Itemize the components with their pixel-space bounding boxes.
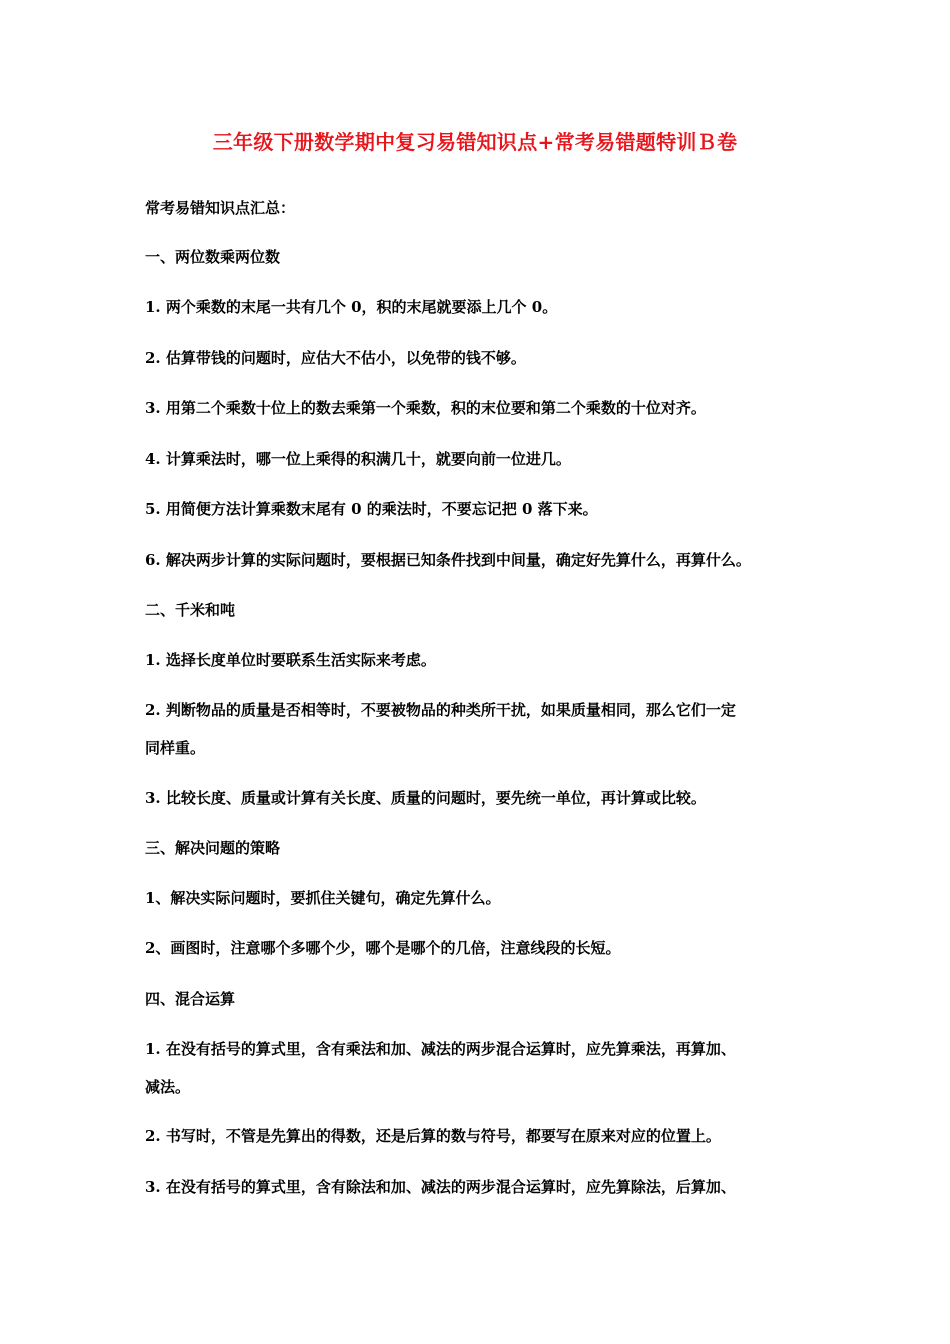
list-item: 2、画图时，注意哪个多哪个少，哪个是哪个的几倍，注意线段的长短。	[145, 939, 621, 957]
list-item: 1. 两个乘数的末尾一共有几个 0，积的末尾就要添上几个 0。	[145, 298, 558, 316]
section-heading-3: 三、解决问题的策略	[145, 839, 281, 857]
document-title: 三年级下册数学期中复习易错知识点+常考易错题特训Ｂ卷	[212, 130, 738, 154]
list-item: 1、解决实际问题时，要抓住关键句，确定先算什么。	[145, 889, 501, 907]
section-intro: 常考易错知识点汇总：	[145, 199, 296, 217]
section-heading-1: 一、两位数乘两位数	[145, 248, 281, 266]
list-item: 5. 用简便方法计算乘数末尾有 0 的乘法时，不要忘记把 0 落下来。	[145, 500, 598, 518]
section-heading-2: 二、千米和吨	[145, 601, 236, 619]
list-item: 4. 计算乘法时，哪一位上乘得的积满几十，就要向前一位进几。	[145, 450, 571, 468]
list-item: 3. 在没有括号的算式里，含有除法和加、减法的两步混合运算时，应先算除法，后算加、	[145, 1178, 736, 1196]
list-item-continuation: 同样重。	[145, 739, 206, 757]
list-item: 2. 估算带钱的问题时，应估大不估小，以免带的钱不够。	[145, 349, 526, 367]
list-item: 6. 解决两步计算的实际问题时，要根据已知条件找到中间量，确定好先算什么，再算什么。	[145, 551, 751, 569]
list-item: 1. 在没有括号的算式里，含有乘法和加、减法的两步混合运算时，应先算乘法，再算加、	[145, 1040, 736, 1058]
list-item: 3. 用第二个乘数十位上的数去乘第一个乘数，积的末位要和第二个乘数的十位对齐。	[145, 399, 706, 417]
list-item-continuation: 减法。	[145, 1078, 191, 1096]
list-item: 1. 选择长度单位时要联系生活实际来考虑。	[145, 651, 436, 669]
list-item: 2. 书写时，不管是先算出的得数，还是后算的数与符号，都要写在原来对应的位置上。	[145, 1127, 721, 1145]
section-heading-4: 四、混合运算	[145, 990, 236, 1008]
list-item: 3. 比较长度、质量或计算有关长度、质量的问题时，要先统一单位，再计算或比较。	[145, 789, 706, 807]
list-item: 2. 判断物品的质量是否相等时，不要被物品的种类所干扰，如果质量相同，那么它们一定	[145, 701, 736, 719]
